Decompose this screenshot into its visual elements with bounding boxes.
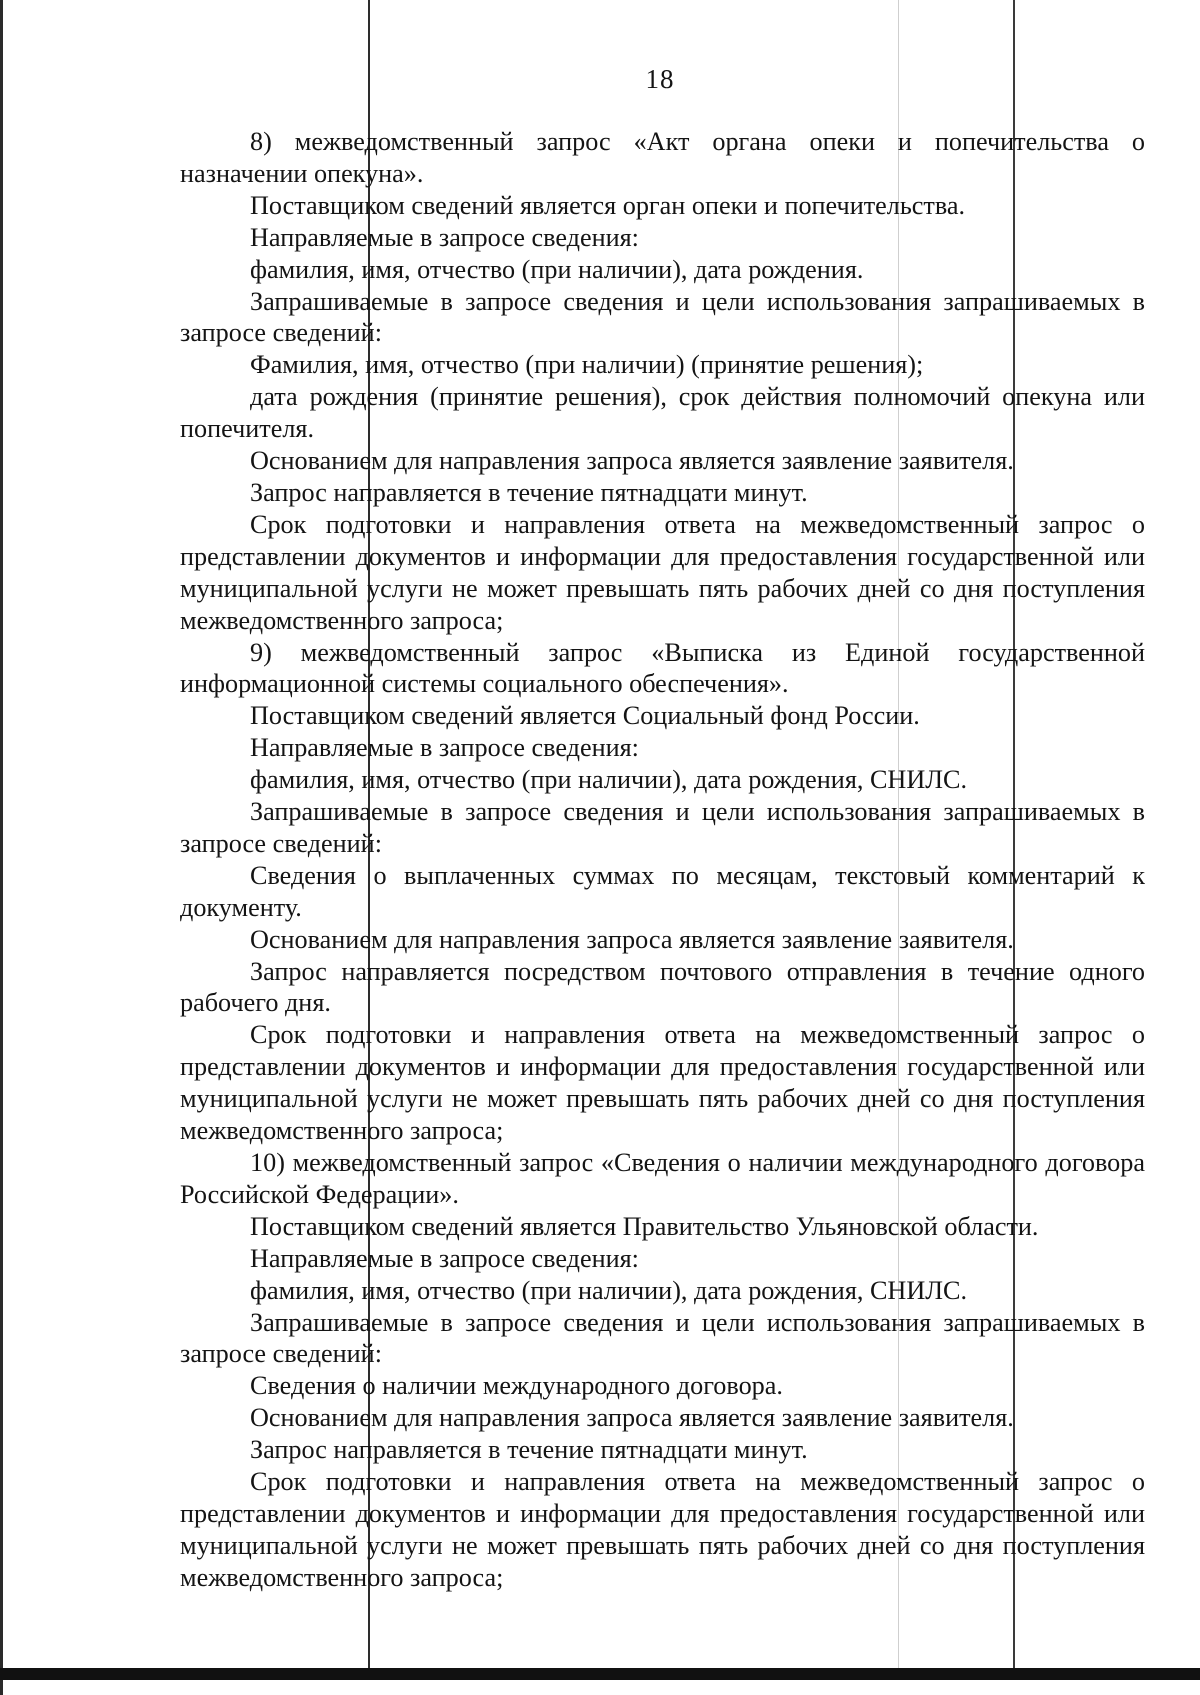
paragraph: Основанием для направления запроса является заявление заявителя. (250, 1403, 1014, 1433)
paragraph: Направляемые в запросе сведения: (250, 222, 639, 252)
document-body (180, 126, 1145, 1594)
paragraph: фамилия, имя, отчество (при наличии), дата рождения, СНИЛС. (250, 1275, 968, 1305)
paragraph: Направляемые в запросе сведения: (250, 733, 639, 763)
paragraph: дата рождения (принятие решения), срок действия полномочий опекуна или попечителя. (180, 382, 1145, 444)
paragraph: Запрос направляется посредством почтового отправления в течение одного рабочего дня. (180, 956, 1145, 1018)
paragraph: Сведения о выплаченных суммах по месяцам, текстовый комментарий к документу. (180, 860, 1145, 922)
paragraph: Запрашиваемые в запросе сведения и цели использования запрашиваемых в запросе сведений: (180, 1307, 1145, 1369)
scan-bottom-border (0, 1668, 1200, 1680)
paragraph: Поставщиком сведений является Правительство Ульяновской области. (250, 1211, 1039, 1241)
paragraph: Поставщиком сведений является Социальный фонд России. (250, 701, 920, 731)
paragraph: фамилия, имя, отчество (при наличии), дата рождения. (250, 254, 864, 284)
paragraph: Срок подготовки и направления ответа на межведомственный запрос о представлении документов и информации для предоставления государственной или муниципальной услуги не может превышать пять рабочих дней со дня поступления межведомственного запроса; (180, 1020, 1145, 1146)
paragraph: Запрашиваемые в запросе сведения и цели использования запрашиваемых в запросе сведений: (180, 797, 1145, 858)
page-number: 18 (645, 64, 675, 94)
paragraph: Основанием для направления запроса является заявление заявителя. (250, 924, 1014, 954)
paragraph: 8) межведомственный запрос «Акт органа опеки и попечительства о назначении опекуна». (180, 127, 1145, 188)
scan-left-edge (0, 0, 3, 1695)
paragraph: Фамилия, имя, отчество (при наличии) (принятие решения); (250, 350, 924, 380)
paragraph: 9) межведомственный запрос «Выписка из Единой государственной информационной системы социального обеспечения». (180, 637, 1145, 699)
paragraph: Запрос направляется в течение пятнадцати минут. (250, 1435, 808, 1465)
paragraph: Направляемые в запросе сведения: (250, 1243, 639, 1273)
paragraph: 10) межведомственный запрос «Сведения о наличии международного договора Российской Федерации». (180, 1148, 1145, 1209)
paragraph: Запрашиваемые в запросе сведения и цели использования запрашиваемых в запросе сведений: (180, 286, 1145, 348)
paragraph: Срок подготовки и направления ответа на межведомственный запрос о представлении документов и информации для предоставления государственной или муниципальной услуги не может превышать пять рабочих дней со дня поступления межведомственного запроса; (180, 1467, 1145, 1592)
paragraph: Сведения о наличии международного договора. (250, 1371, 783, 1401)
paragraph: Основанием для направления запроса является заявление заявителя. (250, 446, 1014, 476)
paragraph: Поставщиком сведений является орган опеки и попечительства. (250, 190, 966, 220)
paragraph: Запрос направляется в течение пятнадцати минут. (250, 477, 808, 507)
paragraph: Срок подготовки и направления ответа на межведомственный запрос о представлении документов и информации для предоставления государственной или муниципальной услуги не может превышать пять рабочих дней со дня поступления межведомственного запроса; (180, 509, 1145, 635)
paragraph: фамилия, имя, отчество (при наличии), дата рождения, СНИЛС. (250, 765, 968, 795)
